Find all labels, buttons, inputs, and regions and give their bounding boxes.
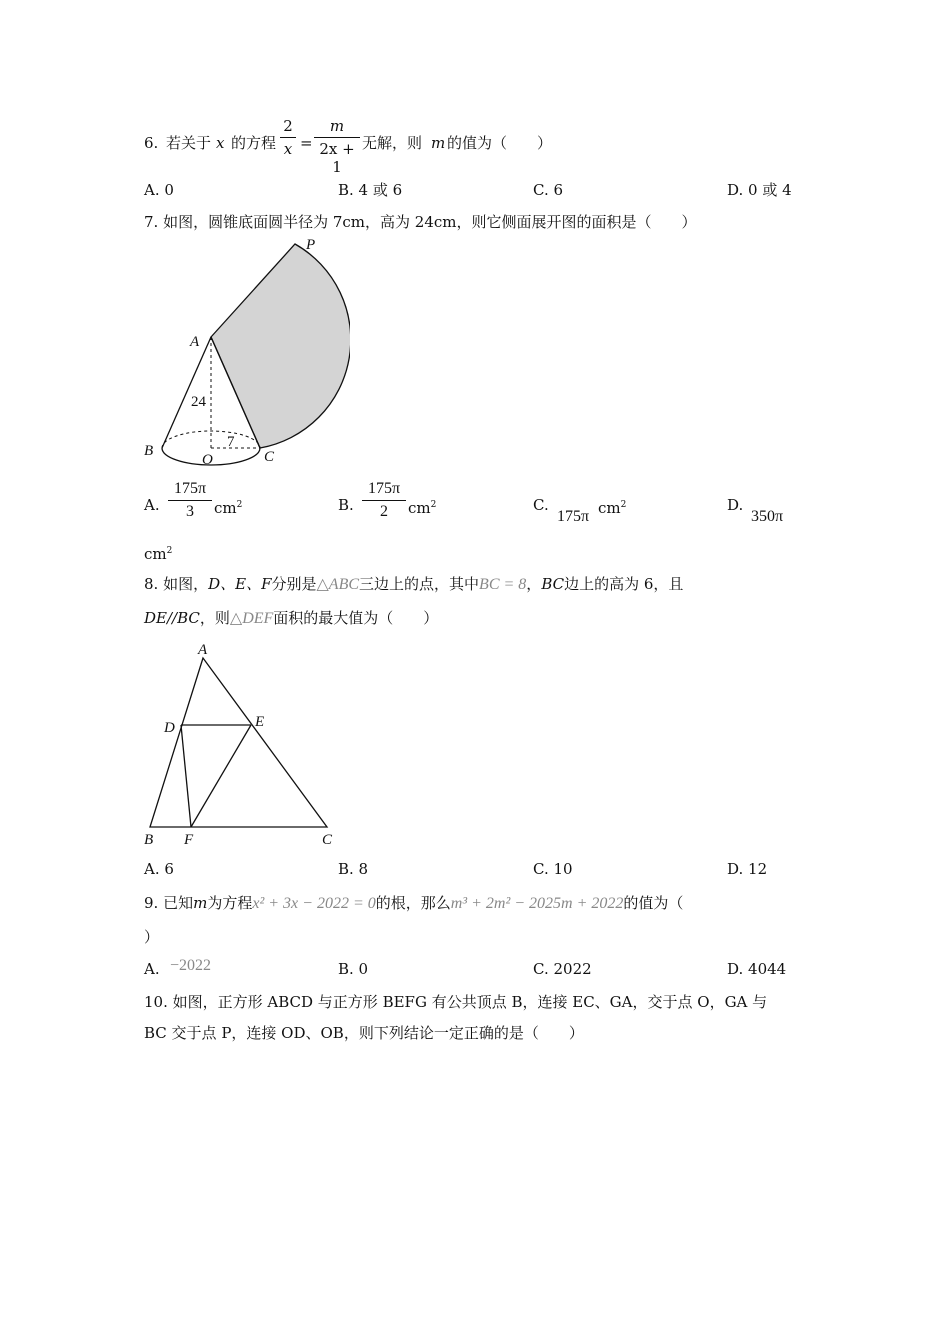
q7-option-a-denominator: 3 [186, 503, 194, 520]
q8-bc-length: BC = 8 [479, 576, 527, 593]
q7-option-d-value[interactable]: 350π [751, 508, 784, 525]
label-O: O [202, 452, 213, 468]
q7-option-b-label[interactable]: B. [338, 496, 354, 514]
segment-df [181, 725, 191, 827]
q6-frac2-numerator: m [329, 117, 345, 135]
q6-option-a[interactable]: A. 0 [144, 181, 174, 199]
q6-frac2-denominator: 2x + 1 [319, 140, 355, 176]
q6-number: 6. [144, 134, 159, 152]
q7-text: 7. 如图，圆锥底面圆半径为 7cm，高为 24cm，则它侧面展开图的面积是（ ） [144, 213, 697, 231]
q10-line-2: BC 交于点 P，连接 OD、OB，则下列结论一定正确的是（ ） [144, 1024, 584, 1042]
q9-var-m: m [193, 894, 208, 912]
q6-fraction-2 [314, 117, 360, 176]
label-B: B [144, 832, 154, 848]
q8-text-a: 8. 如图， [144, 575, 209, 593]
label-C: C [322, 832, 333, 848]
label-F: F [184, 832, 194, 848]
label-C: C [264, 449, 275, 465]
label-height: 24 [191, 394, 206, 410]
q6-var-m: m [431, 134, 446, 152]
q7-option-b-denominator: 2 [380, 503, 388, 520]
q8-line-2 [144, 609, 438, 628]
q8-comma: ， [526, 575, 542, 593]
label-D: D [164, 720, 175, 736]
q7-option-b-fraction[interactable] [362, 480, 406, 521]
label-A: A [190, 334, 200, 350]
cone-figure [140, 236, 350, 476]
q9-text-d: 的值为（ [623, 894, 684, 912]
label-B: B [144, 443, 154, 459]
q6-var-x: x [216, 134, 225, 152]
q7-option-b-unit: $cm^2$ [408, 499, 437, 517]
q7-option-d-label[interactable]: D. [727, 496, 744, 514]
q6-text-post: 无解，则 [362, 134, 423, 152]
q9-option-a-value[interactable]: −2022 [170, 957, 212, 974]
cone-side-left [162, 337, 211, 448]
q8-option-d[interactable]: D. 12 [727, 860, 768, 878]
q8-de-parallel-bc: DE//BC [144, 609, 200, 627]
q7-option-a-fraction[interactable] [168, 480, 212, 521]
q9-option-a-label[interactable]: A. [144, 960, 160, 978]
triangle-abc [150, 658, 327, 827]
q7-option-a-numerator: 175π [173, 480, 207, 497]
q7-option-c-value[interactable]: 175π [557, 508, 590, 525]
label-P: P [306, 237, 316, 253]
q9-option-b[interactable]: B. 0 [338, 960, 369, 978]
q8-option-b[interactable]: B. 8 [338, 860, 369, 878]
q6-option-d[interactable]: D. 0 或 4 [727, 181, 792, 199]
q9-text-a: 9. 已知 [144, 894, 194, 912]
q9-option-d[interactable]: D. 4044 [727, 960, 787, 978]
triangle-figure [140, 638, 350, 850]
q7-option-c-unit: $cm^2$ [598, 499, 627, 517]
q9-expression: m³ + 2m² − 2025m + 2022 [450, 895, 624, 912]
q7-option-d-unit: $cm^2$ [144, 545, 173, 563]
q6-fraction-1 [280, 117, 296, 158]
q8-text-c2: 面积的最大值为（ ） [273, 609, 439, 627]
q9-line-2: ） [144, 928, 160, 946]
q6-text-tail: 的值为（ ） [447, 134, 553, 152]
q8-text-b2: ，则 [199, 609, 230, 627]
label-radius: 7 [227, 434, 235, 450]
lateral-sector [211, 244, 350, 448]
q9-text-b: 为方程 [207, 894, 253, 912]
segment-ef [191, 725, 251, 827]
q8-triangle-def: △DEF [229, 610, 274, 627]
q8-option-c[interactable]: C. 10 [533, 860, 573, 878]
q8-text-c: 分别是 [271, 575, 317, 593]
q6-option-b[interactable]: B. 4 或 6 [338, 181, 403, 199]
q9-equation: x² + 3x − 2022 = 0 [252, 895, 376, 912]
q8-line-1 [144, 575, 683, 594]
q6-option-c[interactable]: C. 6 [533, 181, 564, 199]
label-E: E [255, 714, 265, 730]
q6-frac1-numerator: 2 [283, 117, 293, 135]
q6-equals: = [300, 134, 313, 152]
q6-text-mid: 的方程 [231, 134, 277, 152]
q8-triangle-abc: △ABC [316, 576, 360, 593]
q8-points-def: D、E、F [208, 575, 272, 593]
q6-text-pre: 若关于 [166, 134, 212, 152]
q8-text-g: 边上的高为 6，且 [564, 575, 684, 593]
q10-line-1: 10. 如图，正方形 ABCD 与正方形 BEFG 有公共顶点 B，连接 EC、GA，交于点 O，GA 与 [144, 993, 768, 1011]
q8-text-d: 三边上的点，其中 [359, 575, 480, 593]
q9-option-c[interactable]: C. 2022 [533, 960, 592, 978]
q7-option-a-unit: $cm^2$ [214, 499, 243, 517]
q7-option-b-numerator: 175π [367, 480, 401, 497]
q9-line-1 [144, 894, 683, 913]
label-A: A [198, 642, 208, 658]
q8-bc: BC [541, 575, 565, 593]
q7-option-a-label[interactable]: A. [144, 496, 160, 514]
q8-option-a[interactable]: A. 6 [144, 860, 174, 878]
q9-text-c: 的根，那么 [375, 894, 451, 912]
q6-frac1-denominator: x [283, 140, 293, 158]
q7-option-c-label[interactable]: C. [533, 496, 549, 514]
